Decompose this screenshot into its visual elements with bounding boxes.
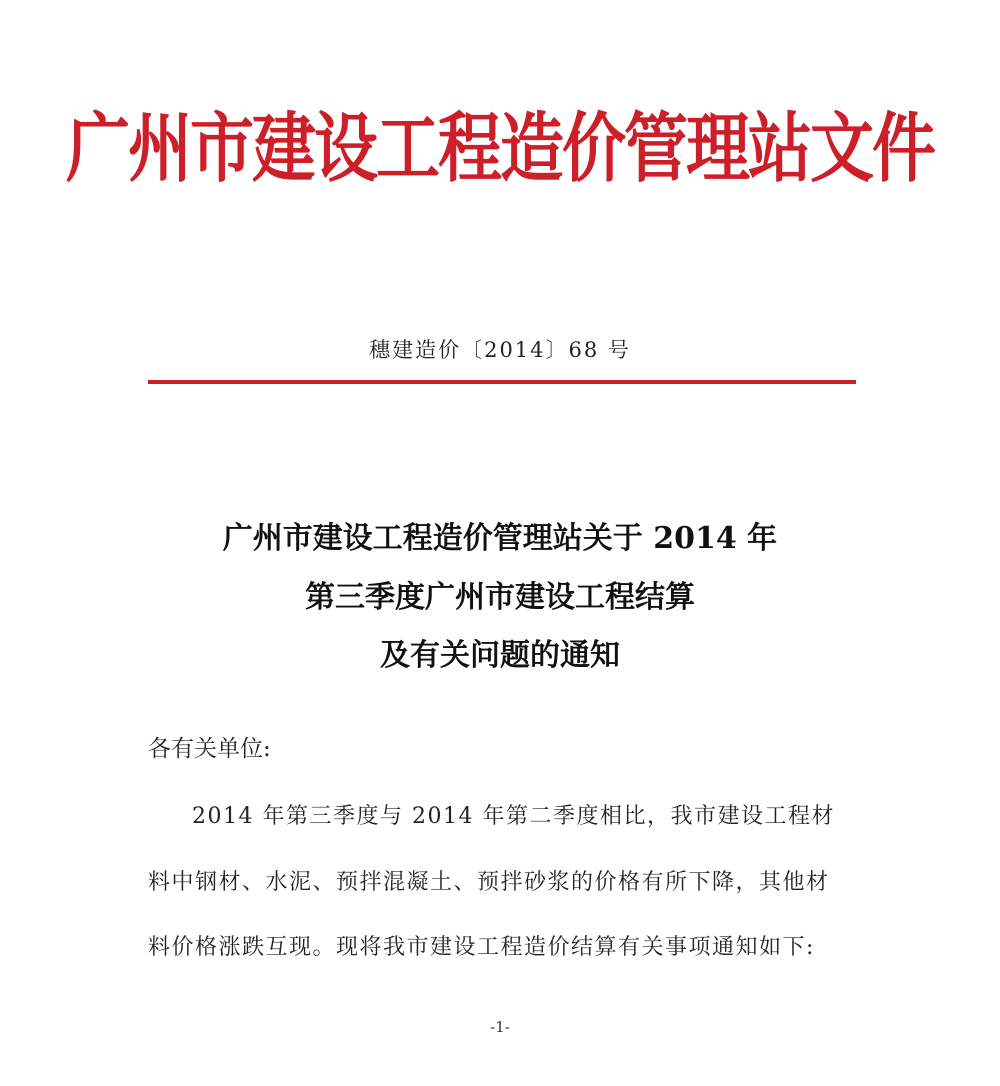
salutation: 各有关单位: — [148, 736, 271, 762]
body-text-line-1: 2014 年第三季度与 2014 年第二季度相比，我市建设工程材 — [192, 804, 835, 829]
page-number: -1- — [490, 1018, 510, 1036]
notice-title-line-1: 广州市建设工程造价管理站关于 2014 年 — [222, 521, 778, 556]
red-divider-rule — [148, 380, 856, 384]
body-text-line-3: 料价格涨跌互现。现将我市建设工程造价结算有关事项通知如下: — [148, 935, 815, 960]
notice-title-line-2: 第三季度广州市建设工程结算 — [305, 580, 695, 615]
masthead-title: 广州市建设工程造价管理站文件 — [66, 106, 934, 194]
document-number: 穗建造价〔2014〕68 号 — [369, 338, 631, 362]
body-text-line-2: 料中钢材、水泥、预拌混凝土、预拌砂浆的价格有所下降，其他材 — [148, 870, 830, 895]
notice-title-line-3: 及有关问题的通知 — [380, 638, 620, 673]
